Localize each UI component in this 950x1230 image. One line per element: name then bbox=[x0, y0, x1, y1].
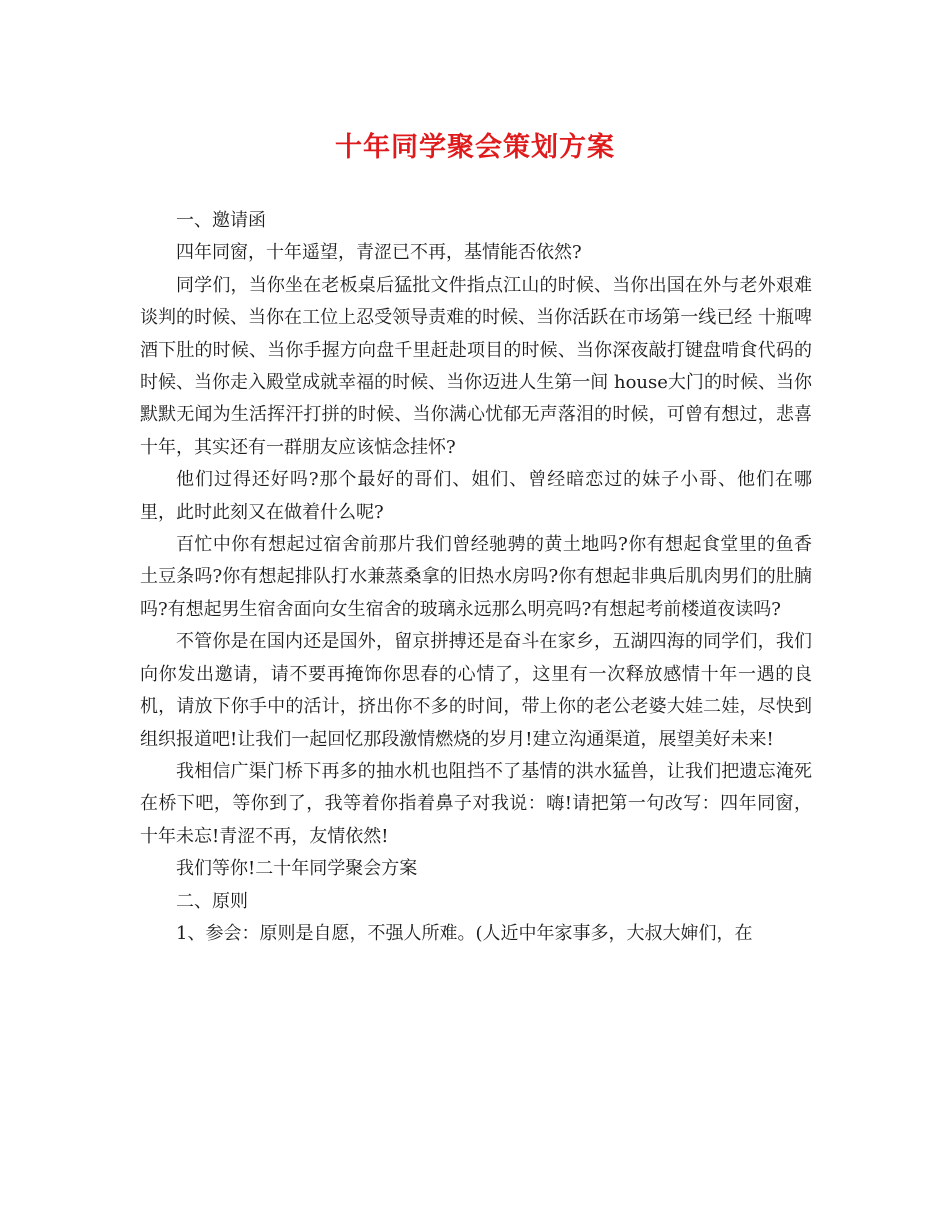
section-heading-principles: 二、原则 bbox=[176, 890, 248, 912]
paragraph: 我们等你!二十年同学聚会方案 bbox=[176, 858, 418, 880]
paragraph: 我相信广渠门桥下再多的抽水机也阻挡不了基情的洪水猛兽，让我们把遗忘淹死在桥下吧，等你到了，我等着你指着鼻子对我说：嗨!请把第一句改写：四年同窗，十年未忘!青涩不再，友情依然! bbox=[140, 760, 812, 847]
document-body bbox=[140, 205, 812, 950]
paragraph: 百忙中你有想起过宿舍前那片我们曾经驰骋的黄土地吗?你有想起食堂里的鱼香土豆条吗?你有想起排队打水兼蒸桑拿的旧热水房吗?你有想起非典后肌肉男们的肚腩吗?有想起男生宿舍面向女生宿舍的玻璃永远那么明亮吗?有想起考前楼道夜读吗? bbox=[140, 534, 812, 620]
paragraph: 不管你是在国内还是国外，留京拼搏还是奋斗在家乡，五湖四海的同学们，我们向你发出邀请，请不要再掩饰你思春的心情了，这里有一次释放感情十年一遇的良机，请放下你手中的活计，挤出你不多的时间，带上你的老公老婆大娃二娃，尽快到组织报道吧!让我们一起回忆那段激情燃烧的岁月!建立沟通渠道，展望美好未来! bbox=[140, 631, 812, 750]
paragraph: 他们过得还好吗?那个最好的哥们、姐们、曾经暗恋过的妹子小哥、他们在哪里，此时此刻又在做着什么呢? bbox=[140, 469, 812, 523]
paragraph: 1、参会：原则是自愿，不强人所难。(人近中年家事多，大叔大婶们，在 bbox=[176, 922, 753, 944]
section-heading-invitation: 一、邀请函 bbox=[176, 210, 266, 231]
document-title: 十年同学聚会策划方案 bbox=[335, 132, 615, 163]
paragraph: 四年同窗，十年遥望，青涩已不再，基情能否依然? bbox=[176, 242, 582, 264]
paragraph: 同学们，当你坐在老板桌后猛批文件指点江山的时候、当你出国在外与老外艰难谈判的时候、当你在工位上忍受领导责难的时候、当你活跃在市场第一线已经 十瓶啤酒下肚的时候、当你手握方向盘千里赶赴项目的时候、当你深夜敲打键盘啃食代码的时候、当你走入殿堂成就幸福的时候、当你迈进人生第一间 house大门的时候、当你默默无闻为生活挥汗打拼的时候、当你满心忧郁无声落泪的时候，可曾有想过，悲喜十年，其实还有一群朋友应该惦念挂怀? bbox=[140, 274, 812, 458]
